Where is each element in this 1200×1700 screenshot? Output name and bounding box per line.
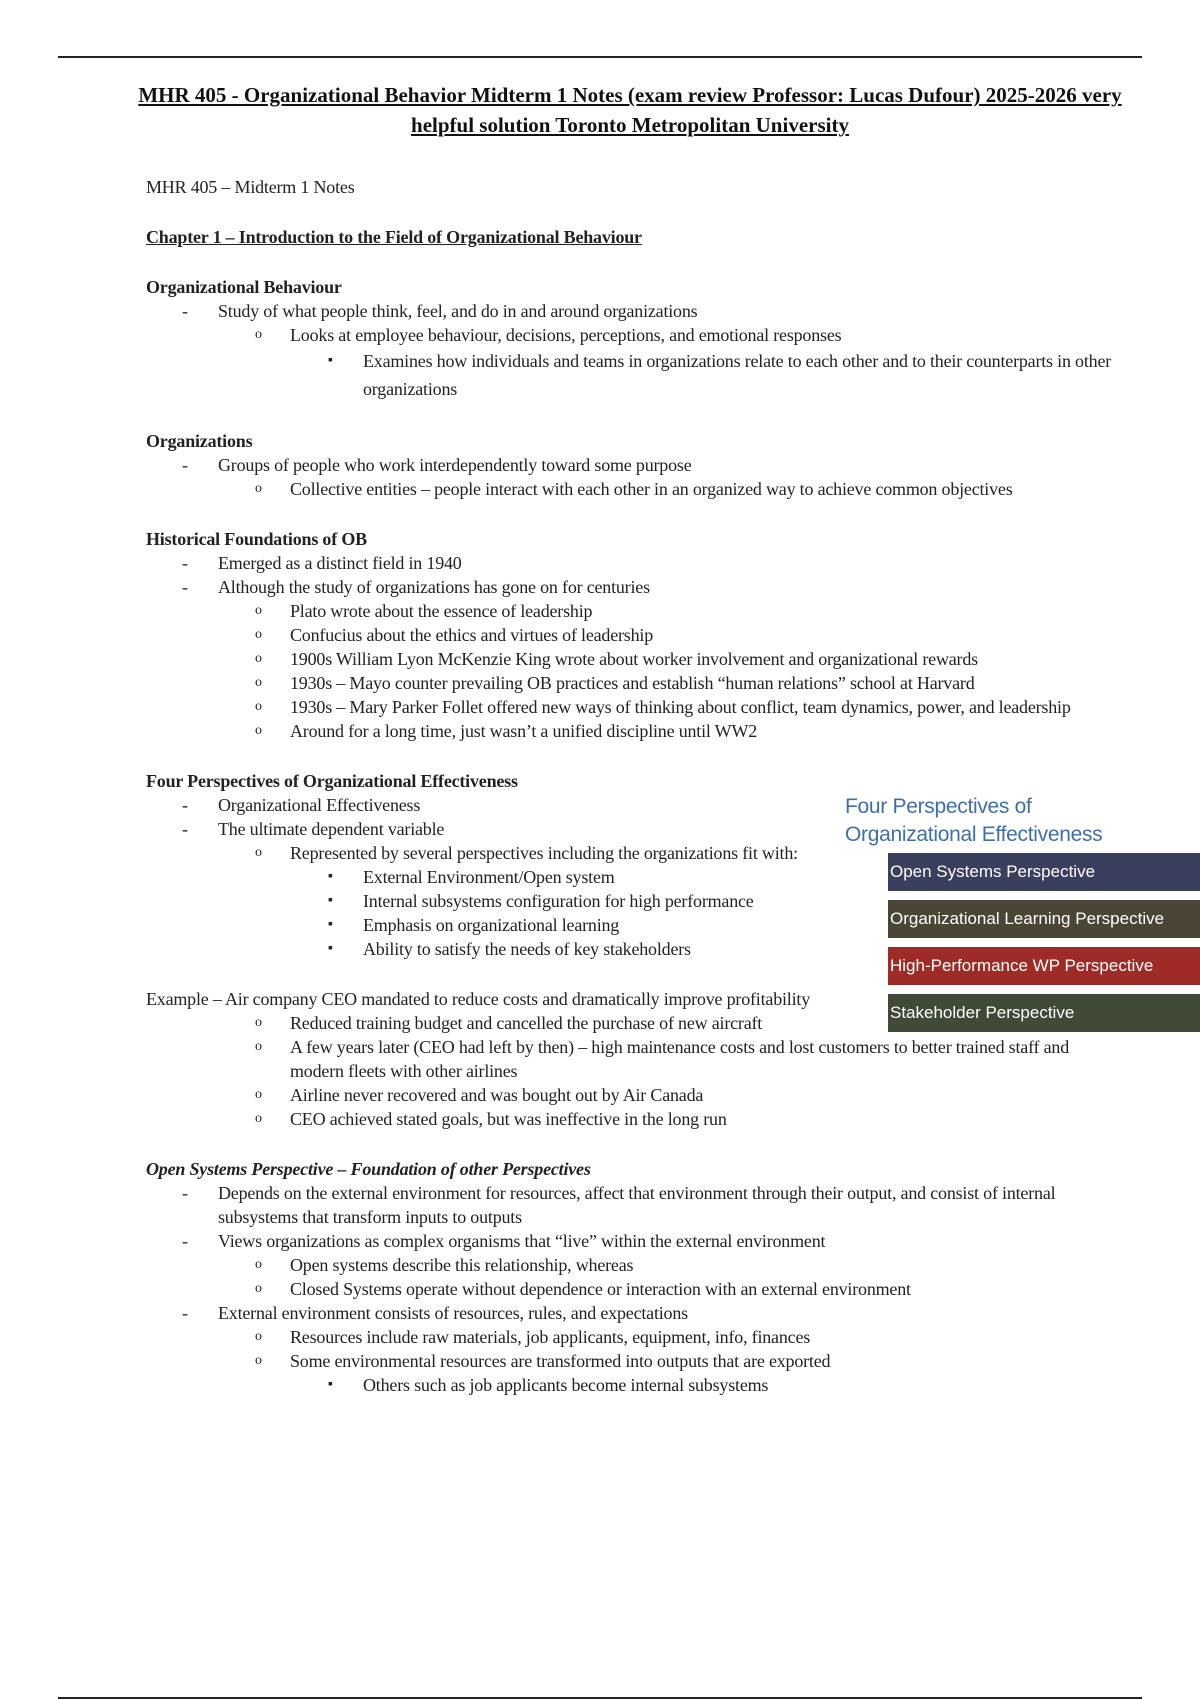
section-heading-organizations: Organizations [146,431,253,451]
list-item: o Plato wrote about the essence of leadership [255,601,593,621]
perspective-bar-organizational-learning: Organizational Learning Perspective [888,900,1200,938]
bottom-rule [58,1697,1142,1699]
document-title-line-1: MHR 405 - Organizational Behavior Midterm 1 Notes (exam review Professor: Lucas Dufour) 2025-2026 very [138,83,1122,107]
document-title-line-2: helpful solution Toronto Metropolitan University [411,113,849,137]
list-item: - Views organizations as complex organisms that “live” within the external environment [182,1231,826,1251]
figure-title-line-2: Organizational Effectiveness [845,823,1103,846]
list-item: o Collective entities – people interact with each other in an organized way to achieve common objectives [255,479,1013,499]
list-item: o 1900s William Lyon McKenzie King wrote about worker involvement and organizational rewards [255,649,978,669]
perspective-bar-stakeholder: Stakeholder Perspective [888,994,1200,1032]
organizations-list [146,453,1146,501]
ob-list [146,299,1146,403]
section-heading-four-perspectives: Four Perspectives of Organizational Effectiveness [146,771,518,791]
list-item: o Some environmental resources are transformed into outputs that are exported [255,1351,831,1371]
list-item: ▪ Internal subsystems configuration for high performance [328,891,754,911]
four-perspectives-figure [845,793,1200,1022]
list-item: o Represented by several perspectives including the organizations fit with: [255,843,798,863]
list-item: o Airline never recovered and was bought out by Air Canada [255,1085,704,1105]
list-item: o 1930s – Mayo counter prevailing OB practices and establish “human relations” school at Harvard [255,673,975,693]
list-item: ▪ Ability to satisfy the needs of key stakeholders [328,939,691,959]
list-item: o Reduced training budget and cancelled the purchase of new aircraft [255,1013,763,1033]
perspective-bar-high-performance: High-Performance WP Perspective [888,947,1200,985]
list-item: - Depends on the external environment for resources, affect that environment through their output, and consist of internal subsystems that transform inputs to outputs [182,1183,1056,1227]
list-item: o 1930s – Mary Parker Follet offered new ways of thinking about conflict, team dynamics, power, and leadership [255,697,1071,717]
document-title [40,80,1200,140]
section-heading-open-systems: Open Systems Perspective – Foundation of other Perspectives [146,1159,591,1179]
section-heading-ob: Organizational Behaviour [146,277,342,297]
notes-subtitle: MHR 405 – Midterm 1 Notes [146,177,355,197]
example-intro: Example – Air company CEO mandated to reduce costs and dramatically improve profitability [146,989,811,1009]
list-item: - Organizational Effectiveness [182,795,421,815]
list-item: ▪ Others such as job applicants become internal subsystems [328,1375,769,1395]
list-item: - The ultimate dependent variable [182,819,445,839]
open-systems-list [146,1181,1146,1397]
list-item: ▪ Emphasis on organizational learning [328,915,620,935]
list-item: ▪ Examines how individuals and teams in organizations relate to each other and to their counterparts in other organizations [328,351,1112,399]
list-item: o CEO achieved stated goals, but was ineffective in the long run [255,1109,727,1129]
history-list [146,551,1146,743]
list-item: o Looks at employee behaviour, decisions, perceptions, and emotional responses [255,325,842,345]
list-item: - External environment consists of resources, rules, and expectations [182,1303,688,1323]
figure-title-line-1: Four Perspectives of [845,795,1032,818]
list-item: o A few years later (CEO had left by then) – high maintenance costs and lost customers to better trained staff and modern fleets with other airlines [255,1037,1070,1081]
list-item: o Open systems describe this relationship, whereas [255,1255,634,1275]
list-item: ▪ External Environment/Open system [328,867,615,887]
perspective-bar-open-systems: Open Systems Perspective [888,853,1200,891]
list-item: o Resources include raw materials, job applicants, equipment, info, finances [255,1327,811,1347]
list-item: o Around for a long time, just wasn’t a unified discipline until WW2 [255,721,758,741]
top-rule [58,56,1142,58]
list-item: - Study of what people think, feel, and do in and around organizations [182,301,698,321]
list-item: - Groups of people who work interdependently toward some purpose [182,455,692,475]
list-item: o Confucius about the ethics and virtues of leadership [255,625,654,645]
list-item: - Although the study of organizations has gone on for centuries [182,577,650,597]
list-item: o Closed Systems operate without dependence or interaction with an external environment [255,1279,911,1299]
section-heading-history: Historical Foundations of OB [146,529,367,549]
list-item: - Emerged as a distinct field in 1940 [182,553,462,573]
chapter-heading: Chapter 1 – Introduction to the Field of Organizational Behaviour [146,227,642,247]
figure-bars [888,853,1200,1041]
notes-body [146,175,1146,1397]
